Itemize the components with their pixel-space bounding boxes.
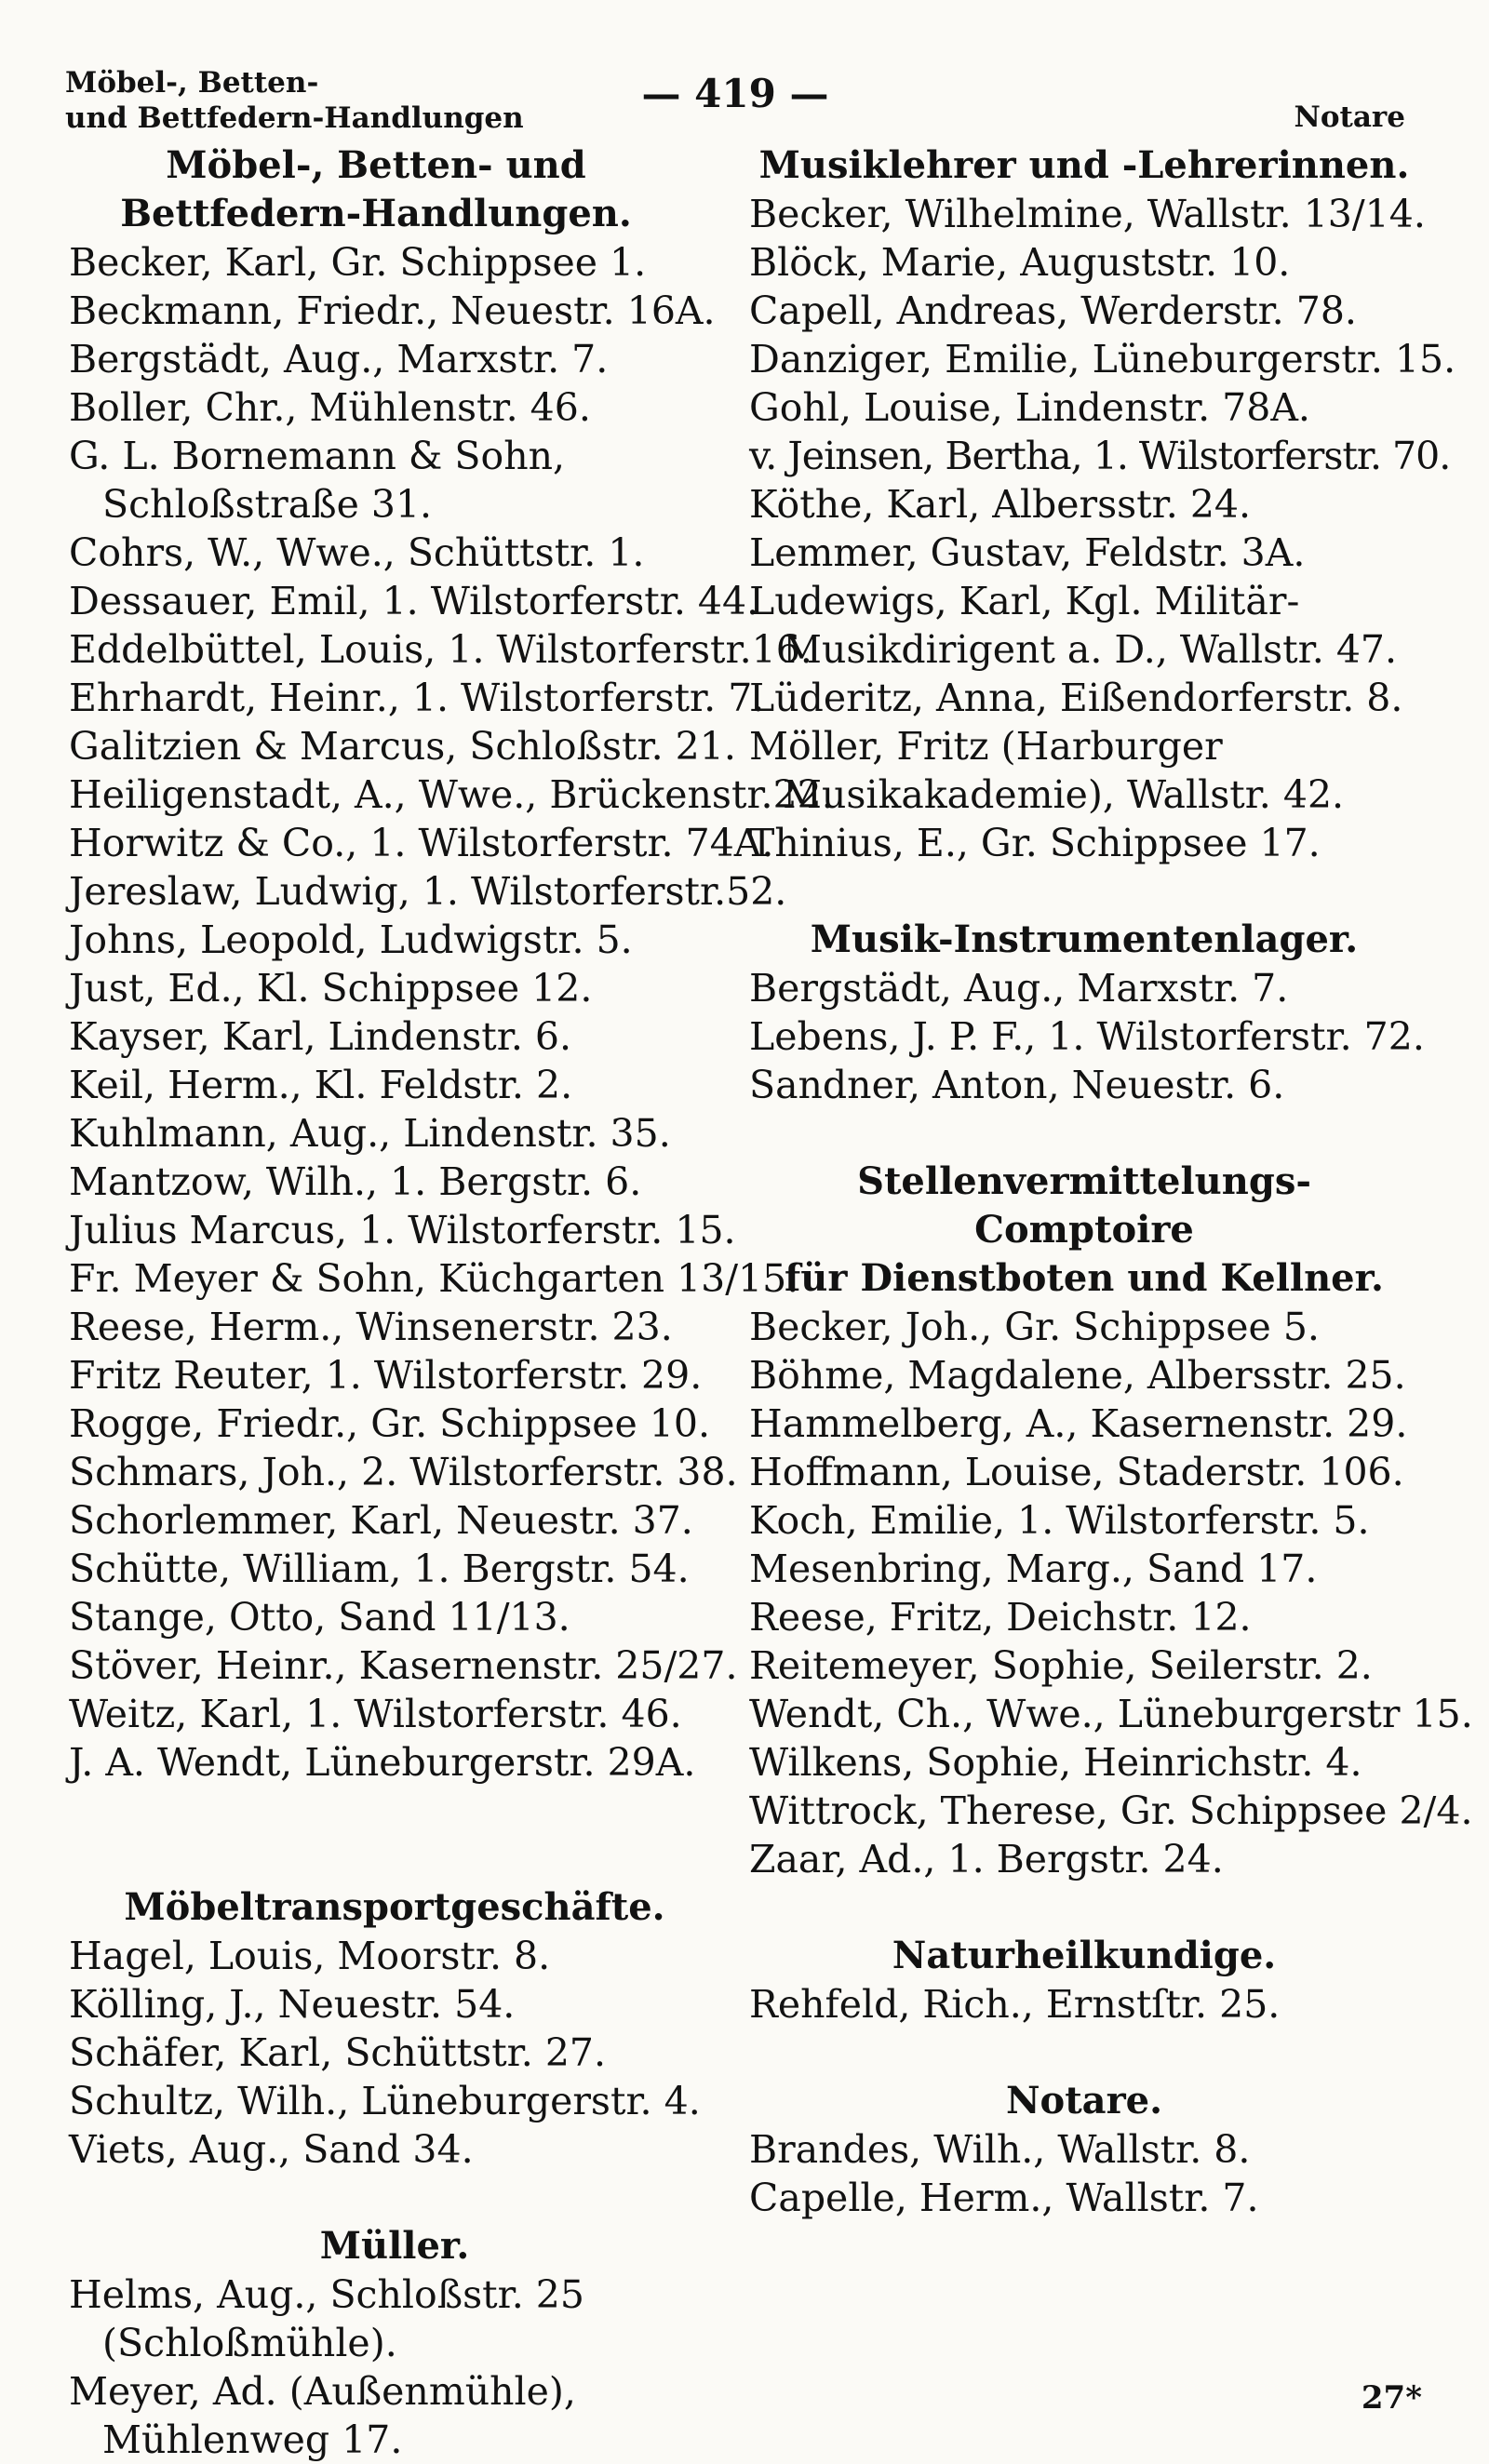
list-item: Blöck, Marie, Auguststr. 10.: [749, 240, 1291, 285]
list-item: Möller, Fritz (Harburger Musikakademie), Wallstr. 42.: [749, 724, 1345, 817]
list-item: Reese, Fritz, Deichstr. 12.: [749, 1595, 1252, 1640]
list-item: Ehrhardt, Heinr., 1. Wilstorferstr. 7.: [69, 676, 765, 720]
list-item: Kölling, J., Neuestr. 54.: [69, 1982, 516, 2027]
running-head-line-1: Möbel-, Betten-: [65, 66, 319, 100]
list-item: Lemmer, Gustav, Feldstr. 3A.: [749, 530, 1306, 575]
list-item: Hammelberg, A., Kasernenstr. 29.: [749, 1401, 1408, 1446]
list-item: Stange, Otto, Sand 11/13.: [69, 1595, 570, 1640]
list-item: Stöver, Heinr., Kasernenstr. 25/27.: [69, 1643, 738, 1688]
list-item: Reitemeyer, Sophie, Seilerstr. 2.: [749, 1643, 1373, 1688]
list-item: Wendt, Ch., Wwe., Lüneburgerstr 15.: [749, 1692, 1473, 1736]
list-item: Bergstädt, Aug., Marxstr. 7.: [69, 337, 609, 382]
list-item: Thinius, E., Gr. Schippsee 17.: [749, 821, 1321, 865]
list-item: Meyer, Ad. (Außenmühle), Mühlenweg 17.: [69, 2369, 576, 2462]
list-item: Lüderitz, Anna, Eißendorferstr. 8.: [749, 676, 1403, 720]
list-item: Kayser, Karl, Lindenstr. 6.: [69, 1014, 572, 1059]
section-title-notare: Notare.: [1005, 2079, 1163, 2123]
list-item: Becker, Karl, Gr. Schippsee 1.: [69, 240, 647, 285]
page-number: — 419 —: [641, 71, 829, 116]
section-spacer: [69, 1787, 720, 1883]
list-item: Heiligenstadt, A., Wwe., Brückenstr.22.: [69, 772, 834, 817]
list-item: Just, Ed., Kl. Schippsee 12.: [69, 966, 593, 1011]
section-title-moebel: Möbel-, Betten- und Bettfedern-Handlungen.: [120, 143, 632, 235]
list-item: Rogge, Friedr., Gr. Schippsee 10.: [69, 1401, 711, 1446]
list-item: Kuhlmann, Aug., Lindenstr. 35.: [69, 1111, 671, 1156]
list-item: J. A. Wendt, Lüneburgerstr. 29A.: [69, 1740, 696, 1785]
list-item: Köthe, Karl, Albersstr. 24.: [749, 482, 1252, 527]
section-title-moebeltransport: Möbeltransportgeschäfte.: [124, 1885, 665, 1929]
list-item: Galitzien & Marcus, Schloßstr. 21.: [69, 724, 736, 769]
list-item: Johns, Leopold, Ludwigstr. 5.: [69, 917, 633, 962]
list-item: Helms, Aug., Schloßstr. 25 (Schloßmühle).: [69, 2272, 584, 2365]
list-item: Schultz, Wilh., Lüneburgerstr. 4.: [69, 2079, 701, 2123]
list-item: Schütte, William, 1. Bergstr. 54.: [69, 1547, 690, 1591]
list-item: Gohl, Louise, Lindenstr. 78A.: [749, 385, 1310, 430]
list-item: Wilkens, Sophie, Heinrichstr. 4.: [749, 1740, 1362, 1785]
list-item: Capell, Andreas, Werderstr. 78.: [749, 288, 1357, 333]
list-item: Schmars, Joh., 2. Wilstorferstr. 38.: [69, 1450, 738, 1494]
list-item: Hagel, Louis, Moorstr. 8.: [69, 1934, 551, 1978]
list-item: Schorlemmer, Karl, Neuestr. 37.: [69, 1498, 693, 1543]
list-item: Reese, Herm., Winsenerstr. 23.: [69, 1305, 673, 1349]
section-title-mueller: Müller.: [319, 2224, 470, 2268]
list-item: Sandner, Anton, Neuestr. 6.: [749, 1063, 1285, 1107]
list-item: Fr. Meyer & Sohn, Küchgarten 13/15.: [69, 1256, 799, 1301]
list-item: Horwitz & Co., 1. Wilstorferstr. 74A.: [69, 821, 774, 865]
list-item: Cohrs, W., Wwe., Schüttstr. 1.: [69, 530, 645, 575]
list-item: Dessauer, Emil, 1. Wilstorferstr. 44.: [69, 579, 759, 623]
list-item: Becker, Wilhelmine, Wallstr. 13/14.: [749, 192, 1426, 236]
list-item: Fritz Reuter, 1. Wilstorferstr. 29.: [69, 1353, 703, 1398]
list-item: Viets, Aug., Sand 34.: [69, 2127, 474, 2172]
list-item: Koch, Emilie, 1. Wilstorferstr. 5.: [749, 1498, 1370, 1543]
list-item: Brandes, Wilh., Wallstr. 8.: [749, 2127, 1251, 2172]
running-head-right: Notare: [1294, 100, 1405, 134]
list-item: Hoffmann, Louise, Staderstr. 106.: [749, 1450, 1404, 1494]
list-item: Weitz, Karl, 1. Wilstorferstr. 46.: [69, 1692, 682, 1736]
list-item: Wittrock, Therese, Gr. Schippsee 2/4.: [749, 1788, 1473, 1833]
section-title-stellenvermittelung-2: für Dienstboten und Kellner.: [785, 1256, 1384, 1300]
left-column: [69, 141, 834, 2464]
list-item: Mantzow, Wilh., 1. Bergstr. 6.: [69, 1159, 642, 1204]
page-header: [65, 65, 1405, 140]
list-item: Keil, Herm., Kl. Feldstr. 2.: [69, 1063, 573, 1107]
running-head-line-2: und Bettfedern-Handlungen: [65, 101, 524, 135]
list-item: Böhme, Magdalene, Albersstr. 25.: [749, 1353, 1406, 1398]
list-item: Capelle, Herm., Wallstr. 7.: [749, 2176, 1259, 2220]
list-item: v. Jeinsen, Bertha, 1. Wilstorferstr. 70.: [749, 434, 1451, 478]
list-item: Boller, Chr., Mühlenstr. 46.: [69, 385, 591, 430]
right-column: [749, 141, 1473, 2222]
list-item: Jereslaw, Ludwig, 1. Wilstorferstr.52.: [69, 869, 787, 914]
section-spacer: [749, 1109, 1419, 1158]
list-item: Beckmann, Friedr., Neuestr. 16A.: [69, 288, 716, 333]
list-item: Lebens, J. P. F., 1. Wilstorferstr. 72.: [749, 1014, 1425, 1059]
section-title-naturheilkundige: Naturheilkundige.: [892, 1934, 1277, 1977]
list-item: Danziger, Emilie, Lüneburgerstr. 15.: [749, 337, 1456, 382]
section-spacer: [749, 1883, 1419, 1932]
list-item: G. L. Bornemann & Sohn, Schloßstraße 31.: [69, 434, 566, 527]
section-spacer: [749, 2029, 1419, 2077]
section-spacer: [69, 2174, 720, 2222]
list-item: Rehfeld, Rich., Ernstſtr. 25.: [749, 1982, 1281, 2027]
list-item: Mesenbring, Marg., Sand 17.: [749, 1547, 1318, 1591]
section-spacer: [749, 867, 1419, 916]
list-item: Ludewigs, Karl, Kgl. Militär-Musikdirigent a. D., Wallstr. 47.: [749, 579, 1398, 672]
list-item: Becker, Joh., Gr. Schippsee 5.: [749, 1305, 1320, 1349]
list-item: Zaar, Ad., 1. Bergstr. 24.: [749, 1837, 1224, 1881]
section-title-musiklehrer: Musiklehrer und -Lehrerinnen.: [758, 143, 1410, 187]
signature-mark: 27*: [1361, 2379, 1422, 2417]
list-item: Eddelbüttel, Louis, 1. Wilstorferstr.16.: [69, 627, 812, 672]
list-item: Schäfer, Karl, Schüttstr. 27.: [69, 2030, 607, 2075]
list-item: Bergstädt, Aug., Marxstr. 7.: [749, 966, 1289, 1011]
section-title-instrumente: Musik-Instrumentenlager.: [810, 917, 1359, 961]
list-item: Julius Marcus, 1. Wilstorferstr. 15.: [69, 1208, 736, 1252]
section-title-stellenvermittelung-1: Stellenvermittelungs-Comptoire: [857, 1159, 1311, 1252]
